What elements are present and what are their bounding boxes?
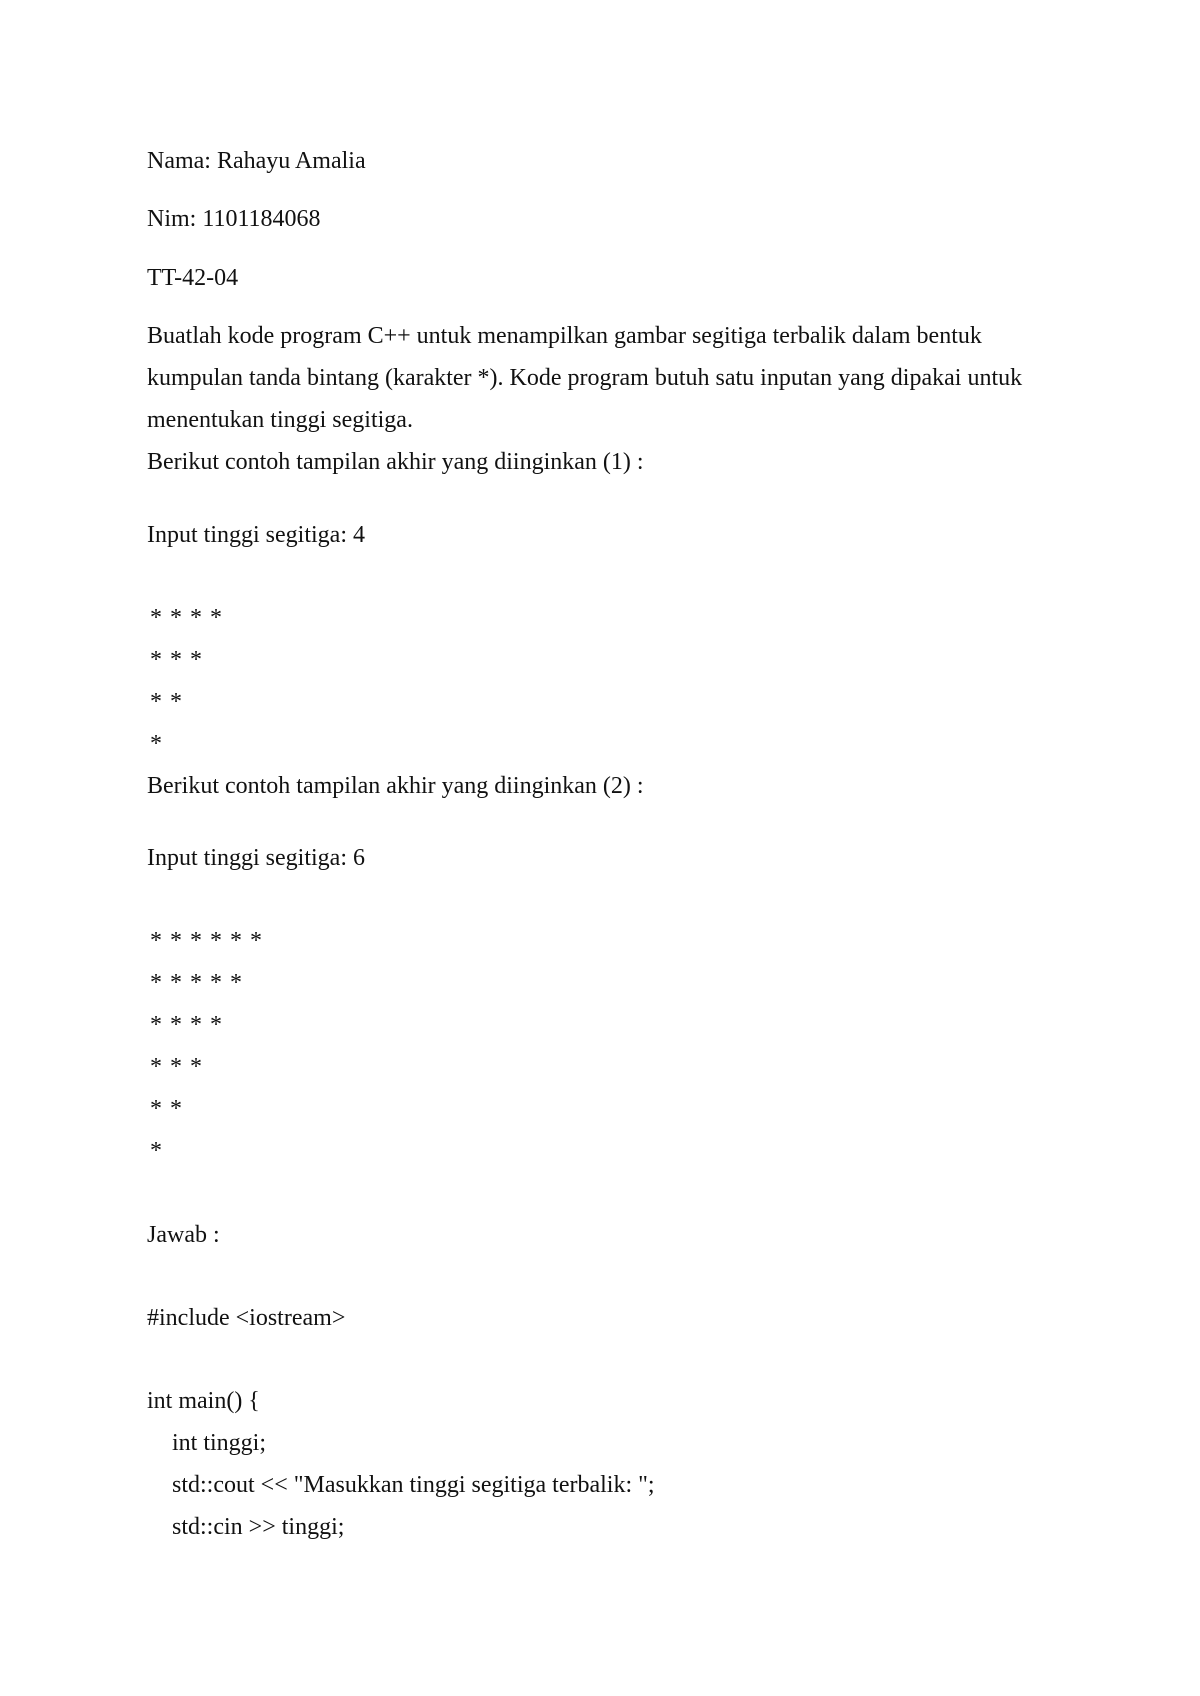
example-2-star-row: * *: [150, 1096, 183, 1122]
example-1-label: Berikut contoh tampilan akhir yang diinginkan (1) :: [147, 449, 644, 475]
example-2-star-row: * * * * *: [150, 970, 243, 996]
example-1-star-row: * *: [150, 689, 183, 715]
example-2-star-row: * * * *: [150, 1012, 223, 1038]
example-1-star-row: * * * *: [150, 605, 223, 631]
example-1-star-row: *: [150, 731, 163, 757]
task-paragraph-line-1: Buatlah kode program C++ untuk menampilkan gambar segitiga terbalik dalam bentuk: [147, 323, 982, 349]
code-line: #include <iostream>: [147, 1305, 346, 1331]
student-name: Nama: Rahayu Amalia: [147, 148, 366, 174]
code-line: int main() {: [147, 1388, 260, 1414]
example-2-star-row: * * *: [150, 1054, 203, 1080]
class-code: TT-42-04: [147, 265, 239, 291]
code-line: std::cin >> tinggi;: [172, 1514, 345, 1540]
example-1-star-row: * * *: [150, 647, 203, 673]
example-2-star-row: *: [150, 1138, 163, 1164]
code-line: int tinggi;: [172, 1430, 267, 1456]
example-2-label: Berikut contoh tampilan akhir yang diinginkan (2) :: [147, 773, 644, 799]
task-paragraph-line-2: kumpulan tanda bintang (karakter *). Kode program butuh satu inputan yang dipakai untuk: [147, 365, 1023, 391]
code-line: std::cout << "Masukkan tinggi segitiga terbalik: ";: [172, 1472, 655, 1498]
task-paragraph-line-3: menentukan tinggi segitiga.: [147, 407, 413, 433]
example-1-input: Input tinggi segitiga: 4: [147, 522, 365, 548]
example-2-star-row: * * * * * *: [150, 928, 263, 954]
answer-label: Jawab :: [147, 1222, 220, 1248]
student-nim: Nim: 1101184068: [147, 206, 321, 232]
example-2-input: Input tinggi segitiga: 6: [147, 845, 365, 871]
